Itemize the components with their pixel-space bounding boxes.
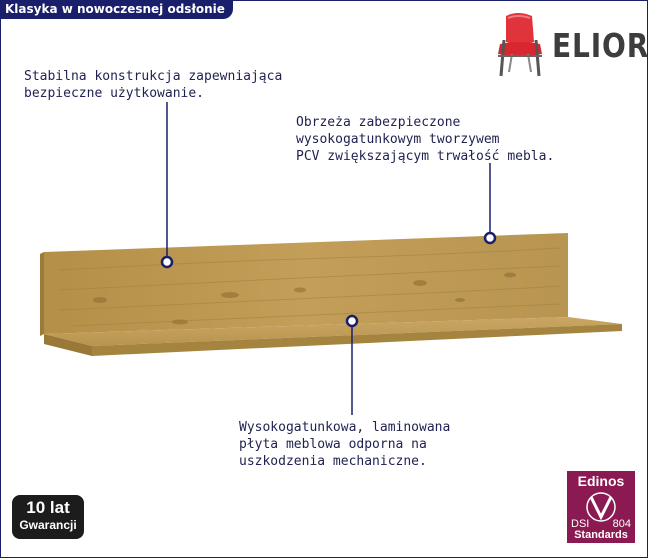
edinos-certificate: [567, 471, 635, 543]
callout-line: płyta meblowa odporna na: [239, 437, 427, 452]
warranty-unit: lat: [49, 498, 70, 517]
callout-line: wysokogatunkowym tworzywem: [296, 132, 500, 147]
callout-line: Stabilna konstrukcja zapewniająca: [24, 69, 283, 84]
warranty-badge: [12, 495, 84, 539]
callout-line: Obrzeża zabezpieczone: [296, 115, 461, 130]
shelf-back-panel: [44, 233, 568, 334]
certificate-left: DSI: [571, 518, 590, 530]
callout-line: PCV zwiększającym trwałość mebla.: [296, 149, 555, 164]
callout-line: uszkodzenia mechaniczne.: [239, 454, 427, 469]
marker-right: [485, 233, 495, 243]
page-title: Klasyka w nowoczesnej odsłonie: [0, 0, 233, 19]
certificate-brand: Edinos: [577, 473, 625, 489]
brand-name: ELIOR: [552, 26, 650, 65]
callout-line: bezpieczne użytkowanie.: [24, 86, 205, 101]
marker-left: [162, 257, 172, 267]
certificate-bottom: Standards: [574, 529, 628, 541]
marker-bottom: [347, 316, 357, 326]
callout-line: Wysokogatunkowa, laminowana: [239, 420, 451, 435]
callout-top-left: [24, 68, 282, 102]
callout-bottom: [239, 419, 450, 470]
callout-top-right: [296, 114, 554, 165]
warranty-label: Gwarancji: [19, 518, 77, 532]
warranty-number: 10: [26, 498, 46, 517]
certificate-right: 804: [612, 518, 631, 530]
